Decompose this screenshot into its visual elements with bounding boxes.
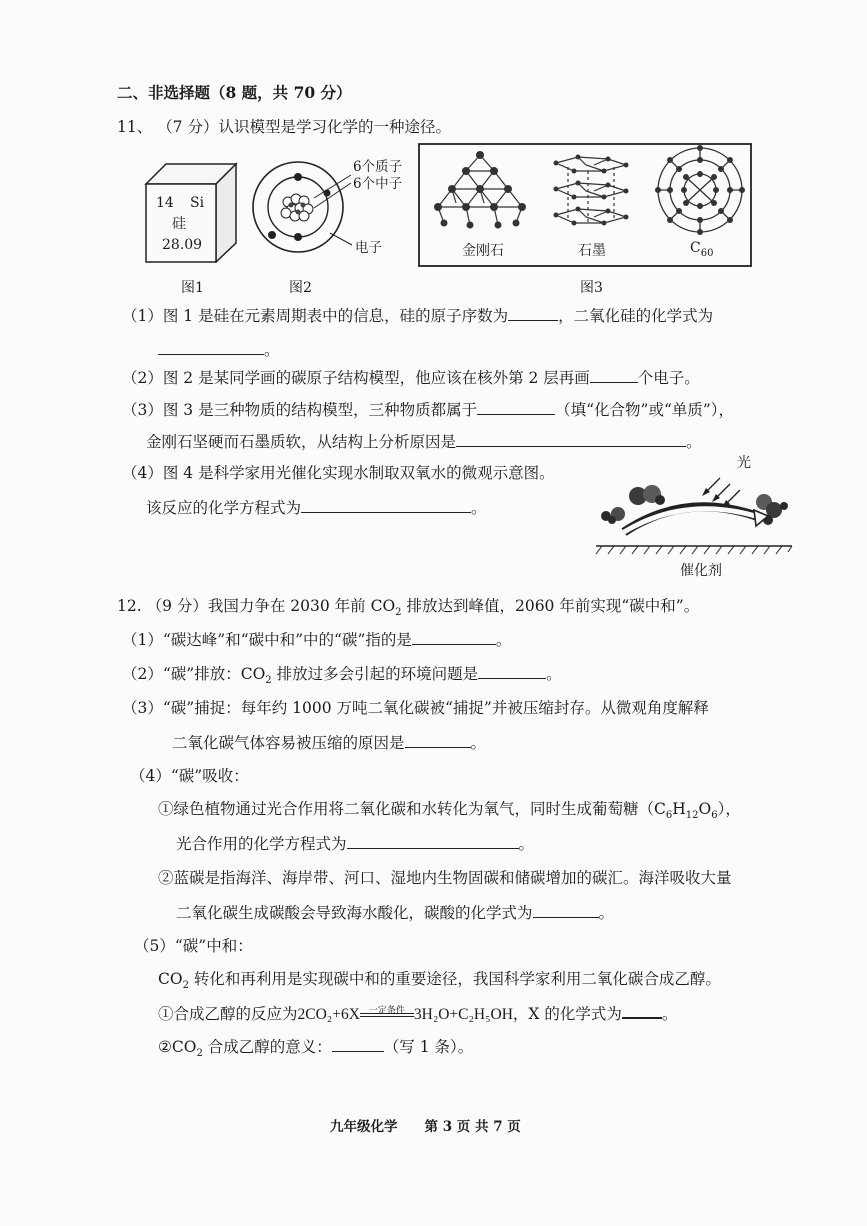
fig1-number: 14 <box>156 195 174 211</box>
fig3-label-diamond: 金刚石 <box>462 243 504 259</box>
answer-blank[interactable] <box>478 664 546 679</box>
fig4-label-catalyst: 催化剂 <box>680 563 722 579</box>
q12-part2: （2）“碳”排放：$CO_2$ 排放过多会引起的环境问题是 。 <box>122 665 562 687</box>
q12-part5-item1: ①合成乙醇的反应为2CO₂+6X 一定条件 3H₂O+C₂H₅OH，X 的化学式为 。 <box>158 1005 678 1023</box>
fig1-name: 硅 <box>172 216 186 232</box>
answer-blank[interactable] <box>477 400 555 415</box>
fig2-atom-model <box>248 155 353 260</box>
q11-part4-line2: 该反应的化学方程式为 。 <box>146 499 487 517</box>
q12-part4-item2-line2: 二氧化碳生成碳酸会导致海水酸化，碳酸的化学式为 。 <box>176 904 615 922</box>
q12-part3-line2: 二氧化碳气体容易被压缩的原因是 。 <box>172 734 487 752</box>
q12-part4-head: （4）“碳”吸收： <box>130 767 249 785</box>
q12-part1: （1）“碳达峰”和“碳中和”中的“碳”指的是 。 <box>122 631 512 649</box>
answer-blank[interactable] <box>347 834 519 849</box>
answer-blank[interactable] <box>405 733 471 748</box>
answer-blank[interactable] <box>456 432 686 447</box>
q12-part3-line1: （3）“碳”捕捉：每年约 1000 万吨二氧化碳被“捕捉”并被压缩封存。从微观角度解释 <box>122 699 709 717</box>
answer-blank[interactable] <box>158 340 264 355</box>
q12-part5-intro: $CO_2$ 转化和再利用是实现碳中和的重要途径，我国科学家利用二氧化碳合成乙醇。 <box>158 970 721 992</box>
q11-part3-line2: 金刚石坚硬而石墨质软，从结构上分析原因是 。 <box>146 433 702 451</box>
q12-part5-item2: $②CO_2$ 合成乙醇的意义： （写 1 条）。 <box>158 1038 474 1060</box>
q11-part2: （2）图 2 是某同学画的碳原子结构模型，他应该在核外第 2 层再画 个电子。 <box>122 369 700 387</box>
q11-part1-line2: 。 <box>158 340 280 360</box>
answer-blank[interactable] <box>622 1003 662 1019</box>
q12-part5-head: （5）“碳”中和： <box>134 937 253 955</box>
fig3-label-c60: $C_{60}$ <box>690 240 714 259</box>
fig1-symbol: Si <box>190 195 205 211</box>
fig2-label-protons: 6个质子 <box>353 159 403 175</box>
page-footer: 九年级化学 第 3 页 共 7 页 <box>330 1119 521 1135</box>
fig4-photocatalysis <box>592 460 797 560</box>
answer-blank[interactable] <box>332 1037 384 1052</box>
fig3-caption: 图3 <box>580 280 603 296</box>
fig2-caption: 图2 <box>289 280 312 296</box>
equation-condition: 一定条件 <box>360 1003 414 1023</box>
fig2-label-electron: 电子 <box>355 240 382 256</box>
fig3-label-graphite: 石墨 <box>578 243 606 259</box>
answer-blank[interactable] <box>533 903 599 918</box>
q12-stem: 12. （9 分）我国力争在 2030 年前 $CO_2$ 排放达到峰值，2060 年前实现“碳中和”。 <box>117 597 700 619</box>
q12-part4-item2-line1: ②蓝碳是指海洋、海岸带、河口、湿地内生物固碳和储碳增加的碳汇。海洋吸收大量 <box>158 869 732 887</box>
fig1-caption: 图1 <box>181 280 204 296</box>
fig4-label-light: 光 <box>737 455 751 471</box>
fig2-label-neutrons: 6个中子 <box>353 176 403 192</box>
section-title: 二、非选择题（8 题，共 70 分） <box>117 83 352 102</box>
q12-part4-item1-line1: ①绿色植物通过光合作用将二氧化碳和水转化为氧气，同时生成葡萄糖$(C_6H_{12}O_6)$， <box>158 800 741 822</box>
q11-stem: 11、 （7 分）认识模型是学习化学的一种途径。 <box>117 118 451 136</box>
q11-part1-line1: （1）图 1 是硅在元素周期表中的信息，硅的原子序数为 ，二氧化硅的化学式为 <box>122 307 714 325</box>
fig1-mass: 28.09 <box>162 237 203 253</box>
answer-blank[interactable] <box>590 368 638 383</box>
q11-part3-line1: （3）图 3 是三种物质的结构模型，三种物质都属于 （填“化合物”或“单质”）， <box>122 401 735 419</box>
q12-part4-item1-line2: 光合作用的化学方程式为 。 <box>176 835 535 853</box>
equation-right: 3H₂O+C₂H₅OH <box>413 1006 513 1023</box>
answer-blank[interactable] <box>412 630 496 645</box>
answer-blank[interactable] <box>508 306 558 321</box>
q11-part4-line1: （4）图 4 是科学家用光催化实现水制取双氧水的微观示意图。 <box>122 464 555 482</box>
equation-left: 2CO₂+6X <box>297 1006 360 1023</box>
answer-blank[interactable] <box>301 498 471 513</box>
